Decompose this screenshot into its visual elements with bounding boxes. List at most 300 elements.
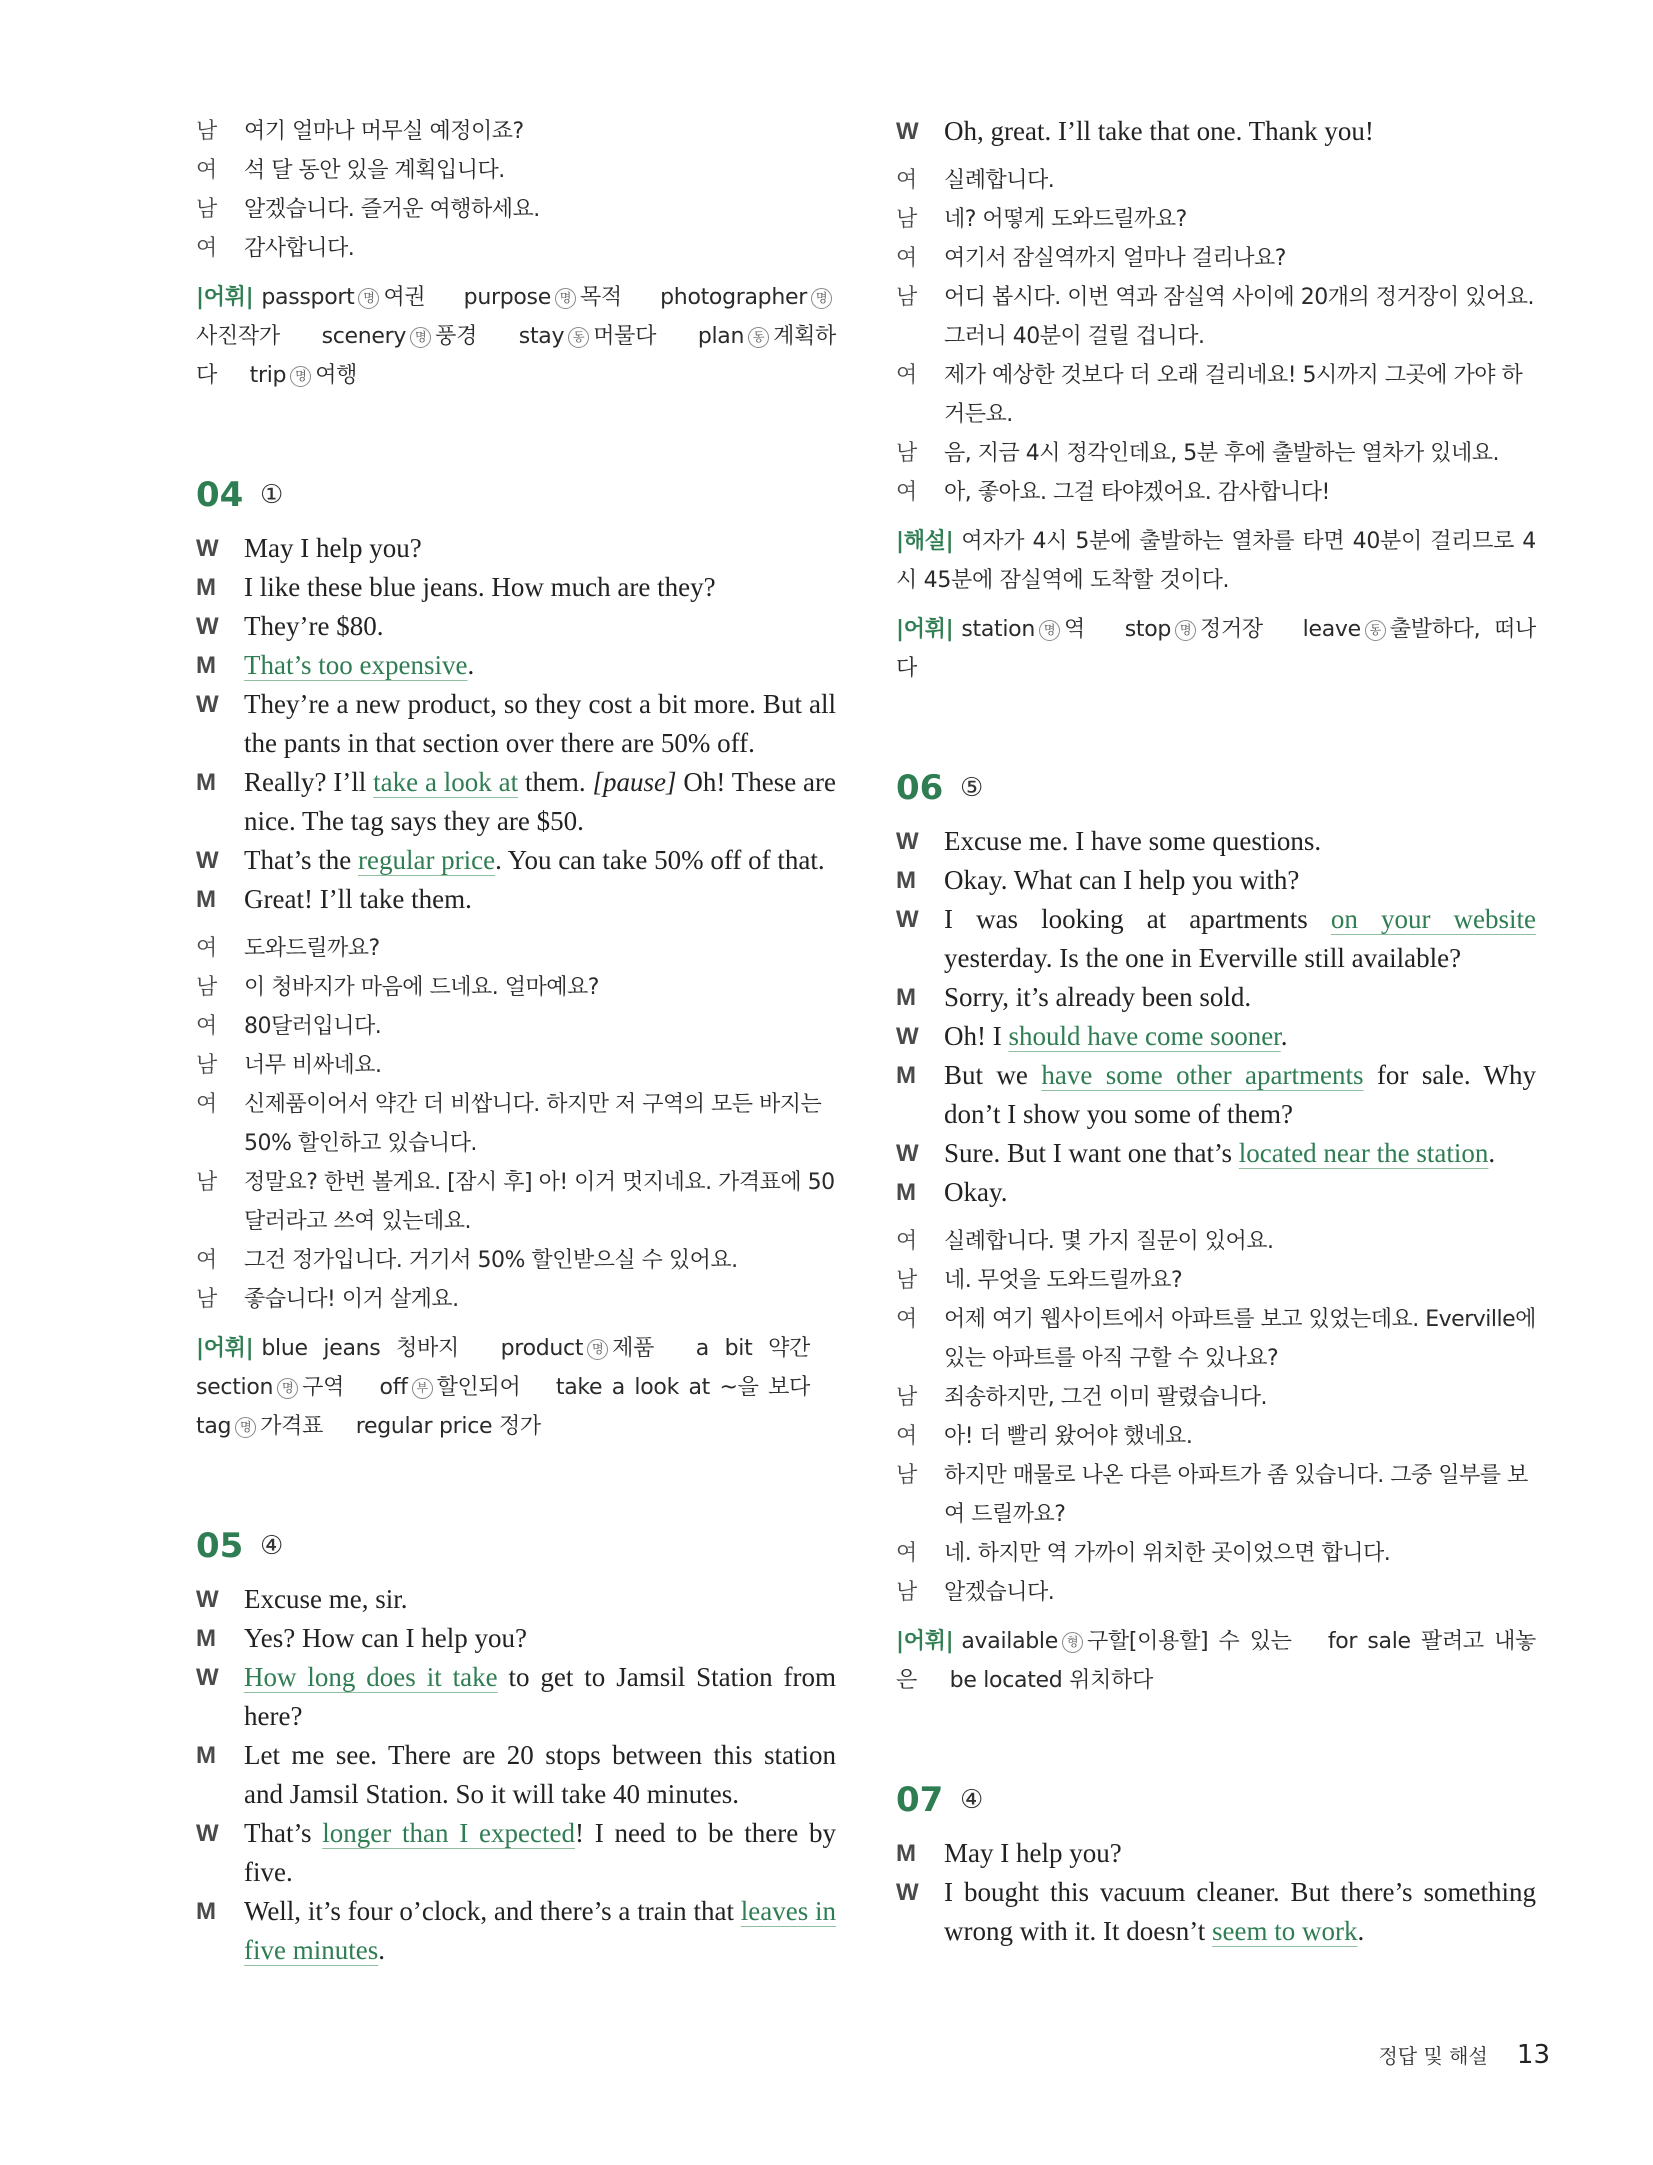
- dialogue-text: [944, 1056, 1536, 1134]
- speaker-label: 여: [896, 246, 917, 271]
- translation-text: 죄송하지만, 그건 이미 팔렸습니다.: [944, 1385, 1267, 1410]
- vocab-tag: |어휘|: [896, 1629, 954, 1654]
- speaker-label: 여: [196, 236, 217, 261]
- explanation-tag: |해설|: [896, 529, 954, 554]
- translation-line: [196, 1241, 836, 1280]
- part-of-speech-badge: 동: [568, 327, 589, 348]
- vocab-term: [501, 1336, 654, 1361]
- translation-line: [196, 1085, 836, 1163]
- footer-label: 정답 및 해설: [1378, 2044, 1488, 2068]
- translation-line: [196, 1280, 836, 1319]
- translation-line: [896, 1417, 1536, 1456]
- text-run: Well, it’s four o’clock, and there’s a train that: [244, 1896, 741, 1926]
- speaker-label: M: [896, 867, 916, 894]
- key-phrase: on your website: [1330, 904, 1536, 934]
- dialogue-line: [196, 607, 836, 646]
- dialogue-line: [896, 900, 1536, 978]
- translation-text: 그건 정가입니다. 거기서 50% 할인받으실 수 있어요.: [244, 1248, 738, 1273]
- vocab-meaning: 구할[이용할] 수 있는: [1086, 1629, 1292, 1654]
- key-phrase: regular price: [357, 845, 496, 875]
- translation-text: 네. 하지만 역 가까이 위치한 곳이었으면 합니다.: [944, 1541, 1391, 1566]
- translation-line: [896, 239, 1536, 278]
- vocab-term: [519, 324, 656, 349]
- question-number: 07: [896, 1780, 944, 1820]
- speaker-label: 여: [896, 168, 917, 193]
- speaker-label: W: [896, 118, 919, 145]
- speaker-label: 남: [896, 1385, 917, 1410]
- translation-text: 신제품이어서 약간 더 비쌉니다. 하지만 저 구역의 모든 바지는 50% 할인하고 있습니다.: [244, 1092, 822, 1156]
- speaker-label: W: [196, 847, 219, 874]
- translation-text: 이 청바지가 마음에 드네요. 얼마예요?: [244, 975, 599, 1000]
- dialogue-text: [244, 568, 836, 607]
- vocab-word: plan: [697, 324, 745, 349]
- explanation-text: 여자가 4시 5분에 출발하는 열차를 타면 40분이 걸리므로 4시 45분에 잠실역에 도착할 것이다.: [896, 529, 1536, 593]
- dialogue-line: [196, 685, 836, 763]
- speaker-label: 남: [896, 441, 917, 466]
- vocab-term: [950, 1668, 1153, 1693]
- translation-line: [196, 112, 836, 151]
- vocab-term: [464, 285, 622, 310]
- vocab-word: stay: [518, 324, 565, 349]
- translation-line: [196, 151, 836, 190]
- speaker-label: W: [196, 691, 219, 718]
- vocab-word: tag: [196, 1414, 232, 1439]
- vocab-term: [261, 1336, 459, 1361]
- text-run: They’re $80.: [244, 611, 384, 641]
- vocab-term: [556, 1375, 810, 1400]
- text-run: Okay. What can I help you with?: [944, 865, 1300, 895]
- vocab-meaning: 청바지: [396, 1336, 459, 1361]
- part-of-speech-badge: 동: [1365, 620, 1386, 641]
- vocab-meaning: 역: [1064, 617, 1085, 642]
- dialogue-text: [244, 880, 836, 919]
- key-phrase: longer than I expected: [322, 1818, 575, 1848]
- dialogue-line: [896, 978, 1536, 1017]
- text-run: Really? I’ll: [244, 767, 374, 797]
- text-run: Yes? How can I help you?: [244, 1623, 527, 1653]
- part-of-speech-badge: 명: [235, 1417, 256, 1438]
- speaker-label: 남: [896, 1580, 917, 1605]
- vocab-term: [261, 285, 425, 310]
- vocab-word: leave: [1302, 617, 1361, 642]
- vocab-meaning: 여행: [315, 363, 358, 388]
- dialogue-text: [944, 1834, 1536, 1873]
- translation-line: [196, 1007, 836, 1046]
- question-05-translation: [896, 161, 1536, 512]
- translation-text: 석 달 동안 있을 계획입니다.: [244, 158, 505, 183]
- question-07-header: [896, 1774, 1536, 1826]
- dialogue-line: [196, 1619, 836, 1658]
- text-run: .: [1357, 1916, 1365, 1946]
- text-run: But we: [944, 1060, 1042, 1090]
- left-column: [196, 112, 836, 1970]
- question-04-script: [196, 529, 836, 919]
- dialogue-text: [944, 1134, 1536, 1173]
- dialogue-text: [244, 841, 836, 880]
- dialogue-text: [244, 607, 836, 646]
- vocab-term: [250, 363, 357, 388]
- part-of-speech-badge: 부: [412, 1378, 433, 1399]
- translation-text: 실례합니다.: [944, 168, 1055, 193]
- speaker-label: 남: [196, 119, 217, 144]
- text-run: to get to Jamsil Station from here?: [244, 1662, 837, 1731]
- speaker-label: M: [896, 1179, 916, 1206]
- text-run: Let me see. There are 20 stops between this station and Jamsil Station. So it will take 40 minutes.: [244, 1740, 836, 1809]
- speaker-label: 남: [896, 1463, 917, 1488]
- translation-text: 너무 비싸네요.: [244, 1053, 382, 1078]
- vocab-word: off: [379, 1375, 408, 1400]
- vocab-word: available: [961, 1629, 1058, 1654]
- text-run: ! I need to be there by five.: [244, 1818, 836, 1887]
- text-run: Oh! I: [944, 1021, 1009, 1051]
- dialogue-text: [944, 861, 1536, 900]
- dialogue-line: [196, 646, 836, 685]
- dialogue-line: [896, 861, 1536, 900]
- speaker-label: M: [196, 769, 216, 796]
- translation-line: [896, 1378, 1536, 1417]
- vocab-meaning: ~을 보다: [719, 1375, 810, 1400]
- speaker-label: W: [196, 1664, 219, 1691]
- vocab-tag: |어휘|: [196, 285, 254, 310]
- dialogue-line: [896, 822, 1536, 861]
- vocab-tag: |어휘|: [196, 1336, 254, 1361]
- speaker-label: 여: [196, 158, 217, 183]
- vocab-meaning: 출발하다, 떠나다: [896, 617, 1536, 681]
- translation-text: 아, 좋아요. 그걸 타야겠어요. 감사합니다!: [944, 480, 1330, 505]
- text-run: yesterday. Is the one in Everville still available?: [944, 943, 1462, 973]
- dialogue-line: [196, 1658, 836, 1736]
- part-of-speech-badge: 명: [1039, 620, 1060, 641]
- dialogue-text: [944, 1017, 1536, 1056]
- question-05-script: [196, 1580, 836, 1970]
- speaker-label: W: [896, 1023, 919, 1050]
- question-05-explanation: [896, 522, 1536, 600]
- key-phrase: located near the station: [1238, 1138, 1489, 1168]
- vocab-meaning: 제품: [612, 1336, 655, 1361]
- translation-line: [196, 968, 836, 1007]
- dialogue-line: [196, 880, 836, 919]
- dialogue-text: [944, 900, 1536, 978]
- speaker-label: M: [896, 1840, 916, 1867]
- vocab-meaning: 정거장: [1200, 617, 1263, 642]
- speaker-label: 여: [196, 1248, 217, 1273]
- key-phrase: seem to work: [1211, 1916, 1358, 1946]
- dialogue-line: [896, 1834, 1536, 1873]
- translation-line: [196, 929, 836, 968]
- speaker-label: W: [196, 613, 219, 640]
- text-run: That’s the: [244, 845, 358, 875]
- speaker-label: 여: [896, 1541, 917, 1566]
- translation-text: 제가 예상한 것보다 더 오래 걸리네요! 5시까지 그곳에 가야 하거든요.: [944, 363, 1523, 427]
- speaker-label: 남: [896, 1268, 917, 1293]
- vocab-word: for sale: [1327, 1629, 1411, 1654]
- question-number: 05: [196, 1526, 244, 1566]
- question-06-script: [896, 822, 1536, 1212]
- translation-text: 정말요? 한번 볼게요. [잠시 후] 아! 이거 멋지네요. 가격표에 50달러라고 쓰여 있는데요.: [244, 1170, 835, 1234]
- translation-text: 도와드릴까요?: [244, 936, 380, 961]
- translation-line: [896, 1300, 1536, 1378]
- vocab-word: blue jeans: [261, 1336, 381, 1361]
- vocab-block-top: [196, 278, 836, 395]
- translation-line: [896, 1261, 1536, 1300]
- translation-line: [896, 161, 1536, 200]
- speaker-label: M: [896, 1062, 916, 1089]
- translation-text: 감사합니다.: [244, 236, 355, 261]
- dialogue-line: [896, 1017, 1536, 1056]
- text-run: Great! I’ll take them.: [244, 884, 472, 914]
- dialogue-line: [196, 568, 836, 607]
- vocab-meaning: 사진작가: [196, 324, 280, 349]
- translation-line: [196, 190, 836, 229]
- question-05-script-cont: [896, 112, 1536, 151]
- dialogue-text: [944, 1873, 1536, 1951]
- translation-text: 음, 지금 4시 정각인데요, 5분 후에 출발하는 열차가 있네요.: [944, 441, 1499, 466]
- translation-line: [896, 278, 1536, 356]
- translation-text: 실례합니다. 몇 가지 질문이 있어요.: [944, 1229, 1274, 1254]
- speaker-label: 여: [896, 480, 917, 505]
- dialogue-line: [896, 1134, 1536, 1173]
- part-of-speech-badge: 명: [811, 288, 832, 309]
- dialogue-text: [244, 1619, 836, 1658]
- vocab-word: be located: [949, 1668, 1063, 1693]
- translation-text: 하지만 매물로 나온 다른 아파트가 좀 있습니다. 그중 일부를 보여 드릴까요?: [944, 1463, 1528, 1527]
- answer-mark: ⑤: [960, 773, 984, 803]
- part-of-speech-badge: 명: [277, 1378, 298, 1399]
- text-run: . You can take 50% off of that.: [495, 845, 825, 875]
- vocab-term: [1125, 617, 1263, 642]
- vocab-word: product: [500, 1336, 584, 1361]
- translation-text: 알겠습니다. 즐거운 여행하세요.: [244, 197, 540, 222]
- dialogue-text: [244, 1580, 836, 1619]
- text-run: I bought this vacuum cleaner. But there’s something wrong with it. It doesn’t: [944, 1877, 1536, 1946]
- vocab-word: a bit: [695, 1336, 753, 1361]
- vocab-meaning: 팔려고 내놓은: [896, 1629, 1536, 1693]
- dialogue-line: [196, 529, 836, 568]
- speaker-label: 남: [196, 1053, 217, 1078]
- part-of-speech-badge: 명: [358, 288, 379, 309]
- vocab-term: [322, 324, 477, 349]
- vocab-word: purpose: [463, 285, 551, 310]
- question-number: 06: [896, 768, 944, 808]
- question-07-script: [896, 1834, 1536, 1951]
- text-run: Excuse me. I have some questions.: [944, 826, 1322, 856]
- dialogue-text: [244, 1814, 836, 1892]
- vocab-word: stop: [1124, 617, 1172, 642]
- text-run: them.: [518, 767, 593, 797]
- text-run: .: [467, 650, 475, 680]
- vocab-word: trip: [249, 363, 287, 388]
- vocab-term: [961, 617, 1085, 642]
- speaker-label: 남: [196, 1170, 217, 1195]
- translation-line: [896, 1534, 1536, 1573]
- translation-text: 어디 봅시다. 이번 역과 잠실역 사이에 20개의 정거장이 있어요. 그러니 40분이 걸릴 겁니다.: [944, 285, 1534, 349]
- text-run: Sorry, it’s already been sold.: [944, 982, 1252, 1012]
- speaker-label: 여: [896, 1424, 917, 1449]
- vocab-word: station: [961, 617, 1035, 642]
- dialogue-text: [944, 1173, 1536, 1212]
- speaker-label: M: [196, 1898, 216, 1925]
- text-run: Okay.: [944, 1177, 1008, 1207]
- dialogue-text: [244, 1736, 836, 1814]
- text-run: I like these blue jeans. How much are they?: [244, 572, 716, 602]
- vocab-term: [356, 1414, 541, 1439]
- translation-text: 여기 얼마나 머무실 예정이죠?: [244, 119, 524, 144]
- speaker-label: W: [196, 1820, 219, 1847]
- text-run: Oh, great. I’ll take that one. Thank you!: [944, 116, 1374, 146]
- speaker-label: 남: [196, 1287, 217, 1312]
- answer-mark: ④: [960, 1785, 984, 1815]
- vocab-tag: |어휘|: [896, 617, 954, 642]
- part-of-speech-badge: 명: [587, 1339, 608, 1360]
- speaker-label: M: [196, 574, 216, 601]
- question-04-header: [196, 469, 836, 521]
- text-run: I was looking at apartments: [944, 904, 1331, 934]
- text-run: May I help you?: [244, 533, 422, 563]
- part-of-speech-badge: 명: [290, 366, 311, 387]
- dialogue-text: [944, 822, 1536, 861]
- speaker-label: W: [896, 828, 919, 855]
- speaker-label: 여: [196, 1092, 217, 1117]
- question-05-header: [196, 1520, 836, 1572]
- text-run: Excuse me, sir.: [244, 1584, 408, 1614]
- answer-mark: ④: [260, 1531, 284, 1561]
- dialogue-text: [244, 763, 836, 841]
- speaker-label: W: [896, 906, 919, 933]
- dialogue-line: [896, 1873, 1536, 1951]
- speaker-label: 여: [196, 936, 217, 961]
- translation-line: [896, 200, 1536, 239]
- question-06-translation: [896, 1222, 1536, 1612]
- dialogue-line: [896, 1056, 1536, 1134]
- vocab-meaning: 가격표: [260, 1414, 324, 1439]
- vocab-term: [961, 1629, 1291, 1654]
- translation-line: [196, 1046, 836, 1085]
- speaker-label: M: [896, 984, 916, 1011]
- translation-line: [896, 1456, 1536, 1534]
- part-of-speech-badge: 명: [410, 327, 431, 348]
- vocab-word: scenery: [321, 324, 407, 349]
- question-06-vocab: [896, 1622, 1536, 1700]
- dialogue-text: [244, 1658, 836, 1736]
- vocab-term: [196, 1414, 323, 1439]
- translation-line: [896, 1222, 1536, 1261]
- dialogue-line: [896, 1173, 1536, 1212]
- translation-text: 알겠습니다.: [944, 1580, 1055, 1605]
- vocab-meaning: 계획하다: [196, 324, 836, 388]
- translation-text: 여기서 잠실역까지 얼마나 걸리나요?: [944, 246, 1286, 271]
- key-phrase: leaves in five minutes: [244, 1896, 836, 1965]
- speaker-label: 여: [896, 363, 917, 388]
- korean-translation-top: [196, 112, 836, 268]
- speaker-label: M: [196, 1742, 216, 1769]
- dialogue-line: [196, 841, 836, 880]
- key-phrase: should have come sooner: [1008, 1021, 1281, 1051]
- speaker-label: 남: [896, 285, 917, 310]
- text-run: May I help you?: [944, 1838, 1122, 1868]
- translation-line: [896, 1573, 1536, 1612]
- translation-line: [196, 1163, 836, 1241]
- part-of-speech-badge: 형: [1062, 1632, 1083, 1653]
- translation-text: 네? 어떻게 도와드릴까요?: [944, 207, 1187, 232]
- speaker-label: W: [196, 1586, 219, 1613]
- text-run: Oh! These are nice. The tag says they are $50.: [244, 767, 836, 836]
- vocab-word: photographer: [660, 285, 807, 310]
- question-number: 04: [196, 475, 244, 515]
- speaker-label: W: [896, 1879, 919, 1906]
- page-footer: [1350, 2040, 1550, 2070]
- translation-text: 어제 여기 웹사이트에서 아파트를 보고 있었는데요. Everville에 있는 아파트를 아직 구할 수 있나요?: [944, 1307, 1536, 1371]
- text-run: for sale. Why don’t I show you some of them?: [944, 1060, 1536, 1129]
- key-phrase: take a look at: [373, 767, 519, 797]
- vocab-meaning: 풍경: [435, 324, 478, 349]
- question-04-translation: [196, 929, 836, 1319]
- speaker-label: M: [196, 886, 216, 913]
- vocab-meaning: 목적: [579, 285, 622, 310]
- dialogue-line: [196, 1580, 836, 1619]
- text-run: .: [1488, 1138, 1496, 1168]
- vocab-meaning: 약간: [768, 1336, 810, 1361]
- key-phrase: How long does it take: [244, 1662, 498, 1692]
- dialogue-text: [244, 646, 836, 685]
- translation-text: 80달러입니다.: [244, 1014, 382, 1039]
- translation-text: 좋습니다! 이거 살게요.: [244, 1287, 459, 1312]
- translation-text: 아! 더 빨리 왔어야 했네요.: [944, 1424, 1193, 1449]
- translation-line: [896, 434, 1536, 473]
- vocab-meaning: 위치하다: [1069, 1668, 1153, 1693]
- vocab-word: passport: [261, 285, 355, 310]
- speaker-label: W: [196, 535, 219, 562]
- translation-line: [896, 356, 1536, 434]
- vocab-term: [696, 1336, 810, 1361]
- dialogue-text: [244, 685, 836, 763]
- question-05-vocab: [896, 610, 1536, 688]
- question-06-header: [896, 762, 1536, 814]
- speaker-label: 남: [196, 975, 217, 1000]
- speaker-label: 여: [196, 1014, 217, 1039]
- vocab-term: [380, 1375, 521, 1400]
- vocab-word: take a look at: [555, 1375, 711, 1400]
- vocab-meaning: 머물다: [593, 324, 657, 349]
- dialogue-text: [244, 529, 836, 568]
- vocab-term: [196, 1375, 344, 1400]
- part-of-speech-badge: 명: [1175, 620, 1196, 641]
- right-column: [896, 112, 1536, 1951]
- speaker-label: M: [196, 1625, 216, 1652]
- key-phrase: That’s too expensive: [244, 650, 468, 680]
- dialogue-line: [196, 1814, 836, 1892]
- text-run: That’s: [244, 1818, 323, 1848]
- speaker-label: 여: [896, 1229, 917, 1254]
- translation-line: [196, 229, 836, 268]
- page-number: 13: [1516, 2040, 1550, 2070]
- translation-line: [896, 473, 1536, 512]
- part-of-speech-badge: 명: [555, 288, 576, 309]
- answer-mark: ①: [260, 480, 284, 510]
- translation-text: 네. 무엇을 도와드릴까요?: [944, 1268, 1183, 1293]
- speaker-label: W: [896, 1140, 919, 1167]
- vocab-word: regular price: [355, 1414, 493, 1439]
- dialogue-text: [944, 978, 1536, 1017]
- vocab-meaning: 여권: [383, 285, 426, 310]
- vocab-meaning: 정가: [498, 1414, 541, 1439]
- part-of-speech-badge: 동: [748, 327, 769, 348]
- text-run: Sure. But I want one that’s: [944, 1138, 1239, 1168]
- question-04-vocab: [196, 1329, 836, 1446]
- dialogue-text: [244, 1892, 836, 1970]
- text-run: [pause]: [592, 767, 677, 797]
- speaker-label: 여: [896, 1307, 917, 1332]
- dialogue-line: [196, 763, 836, 841]
